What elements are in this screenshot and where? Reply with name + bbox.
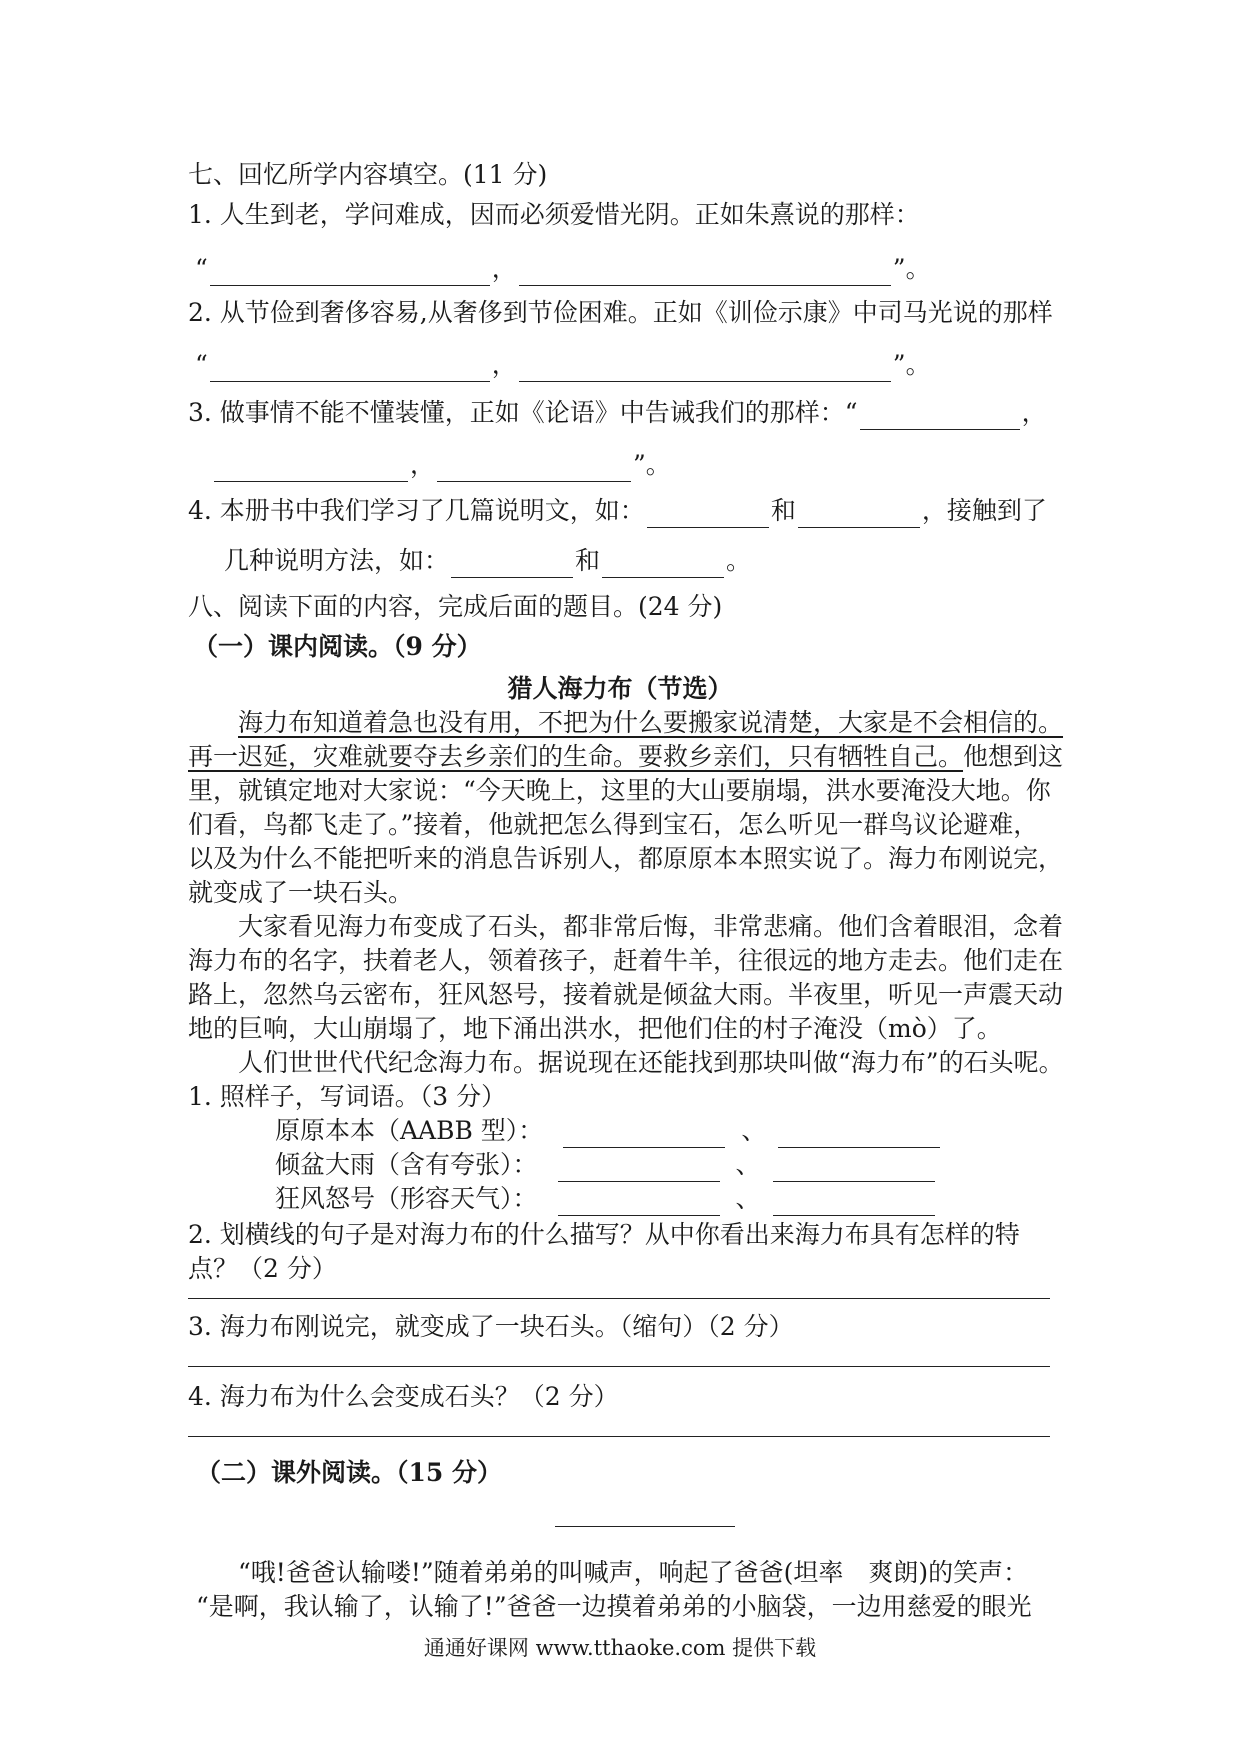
q7-3-text	[188, 396, 1047, 430]
passage-line: 就变成了一块石头。	[188, 878, 414, 907]
q7-4-line1	[188, 494, 1047, 528]
q7-1-text: 1. 人生到老，学问难成，因而必须爱惜光阴。正如朱熹说的那样：	[188, 200, 920, 229]
part-2-heading: （二）课外阅读。（15 分）	[196, 1458, 502, 1487]
answer-blank[interactable]	[602, 551, 724, 578]
separator: 、	[741, 1116, 767, 1145]
footer-source: 通通好课网 www.tthaoke.com 提供下载	[423, 1636, 817, 1660]
quote-open: “	[195, 254, 208, 283]
answer-blank[interactable]	[519, 259, 891, 286]
comma: ，	[1021, 398, 1047, 427]
answer-blank[interactable]	[558, 1155, 720, 1182]
answer-blank[interactable]	[647, 501, 769, 528]
passage-line: 海力布的名字，扶着老人，领着孩子，赶着牛羊，往很远的地方走去。他们走在	[188, 946, 1064, 975]
comma: ，	[410, 450, 436, 479]
q8-1-item	[275, 1182, 937, 1216]
q7-4-text-c: ，接触到了	[921, 496, 1047, 525]
answer-blank[interactable]	[773, 1155, 935, 1182]
passage-line: 路上，忽然乌云密布，狂风怒号，接着就是倾盆大雨。半夜里，听见一声震天动	[188, 980, 1064, 1009]
q7-4-line2	[224, 544, 751, 578]
q7-3-prompt: 3. 做事情不能不懂装懂，正如《论语》中告诫我们的那样：“	[188, 398, 858, 427]
passage-line	[238, 706, 1063, 740]
answer-blank[interactable]	[451, 551, 573, 578]
answer-blank[interactable]	[210, 355, 490, 382]
q8-1-item-label: 倾盆大雨（含有夸张）：	[275, 1150, 538, 1179]
passage-line: 里，就镇定地对大家说：“今天晚上，这里的大山要崩塌，洪水要淹没大地。你	[188, 776, 1051, 805]
answer-blank[interactable]	[773, 1189, 935, 1216]
q7-2-answer-line	[195, 348, 931, 382]
title-blank[interactable]	[555, 1526, 735, 1527]
q7-4-text-a: 4. 本册书中我们学习了几篇说明文，如：	[188, 496, 645, 525]
answer-blank[interactable]	[210, 259, 490, 286]
answer-line[interactable]	[188, 1366, 1050, 1367]
section-8-heading: 八、阅读下面的内容，完成后面的题目。(24 分)	[188, 592, 723, 621]
quote-close: ”。	[892, 254, 931, 283]
underlined-sentence: 再一迟延，灾难就要夺去乡亲们的生命。要救乡亲们，只有牺牲自己。	[188, 742, 964, 771]
comma: ，	[491, 254, 517, 283]
passage-line: “是啊，我认输了，认输了!”爸爸一边摸着弟弟的小脑袋，一边用慈爱的眼光	[196, 1592, 1032, 1621]
passage-line: “哦!爸爸认输喽!”随着弟弟的叫喊声，响起了爸爸(坦率 爽朗)的笑声：	[238, 1558, 1029, 1587]
q8-1-item-label: 原原本本（AABB 型）：	[275, 1116, 544, 1145]
answer-line[interactable]	[188, 1298, 1050, 1299]
answer-blank[interactable]	[437, 455, 631, 482]
separator: 、	[735, 1150, 761, 1179]
part-1-heading: （一）课内阅读。（9 分）	[193, 632, 482, 661]
answer-blank[interactable]	[519, 355, 891, 382]
q7-4-text-f: 。	[726, 546, 752, 575]
q8-2-text: 2. 划横线的句子是对海力布的什么描写？从中你看出来海力布具有怎样的特	[188, 1220, 1020, 1249]
q8-2-text: 点？（2 分）	[188, 1254, 337, 1283]
quote-open: “	[195, 350, 208, 379]
q8-3-text: 3. 海力布刚说完，就变成了一块石头。（缩句）（2 分）	[188, 1312, 794, 1341]
q8-1-item	[275, 1148, 937, 1182]
underlined-sentence: 海力布知道着急也没有用，不把为什么要搬家说清楚，大家是不会相信的。	[238, 708, 1064, 737]
passage-text: 他想到这	[963, 742, 1064, 771]
passage-line: 们看，鸟都飞走了。”接着，他就把怎么得到宝石，怎么听见一群鸟议论避难，	[188, 810, 1039, 839]
q7-4-text-b: 和	[770, 496, 796, 525]
passage-line	[188, 740, 1063, 774]
separator: 、	[735, 1184, 761, 1213]
passage-line: 人们世世代代纪念海力布。据说现在还能找到那块叫做“海力布”的石头呢。	[238, 1048, 1064, 1077]
answer-blank[interactable]	[778, 1121, 940, 1148]
answer-blank[interactable]	[558, 1189, 720, 1216]
answer-blank[interactable]	[798, 501, 920, 528]
q7-1-answer-line	[195, 252, 931, 286]
q7-3-answer-line	[212, 448, 671, 482]
passage-line: 地的巨响，大山崩塌了，地下涌出洪水，把他们住的村子淹没（mò）了。	[188, 1014, 1002, 1043]
section-7-heading: 七、回忆所学内容填空。(11 分)	[188, 160, 548, 189]
q8-1-text: 1. 照样子，写词语。（3 分）	[188, 1082, 507, 1111]
q7-4-text-e: 和	[575, 546, 601, 575]
q7-2-text: 2. 从节俭到奢侈容易,从奢侈到节俭困难。正如《训俭示康》中司马光说的那样	[188, 298, 1053, 327]
comma: ，	[491, 350, 517, 379]
quote-close: ”。	[892, 350, 931, 379]
answer-blank[interactable]	[214, 455, 408, 482]
answer-blank[interactable]	[563, 1121, 725, 1148]
q8-1-item-label: 狂风怒号（形容天气）：	[275, 1184, 538, 1213]
passage-line: 大家看见海力布变成了石头，都非常后悔，非常悲痛。他们含着眼泪，念着	[238, 912, 1064, 941]
passage-line: 以及为什么不能把听来的消息告诉别人，都原原本本照实说了。海力布刚说完，	[188, 844, 1064, 873]
passage-title: 猎人海力布（节选）	[507, 674, 733, 703]
quote-close: ”。	[633, 450, 671, 479]
answer-blank[interactable]	[860, 403, 1020, 430]
q7-4-text-d: 几种说明方法，如：	[224, 546, 450, 575]
answer-line[interactable]	[188, 1436, 1050, 1437]
q8-1-item	[275, 1114, 942, 1148]
q8-4-text: 4. 海力布为什么会变成石头？（2 分）	[188, 1382, 619, 1411]
